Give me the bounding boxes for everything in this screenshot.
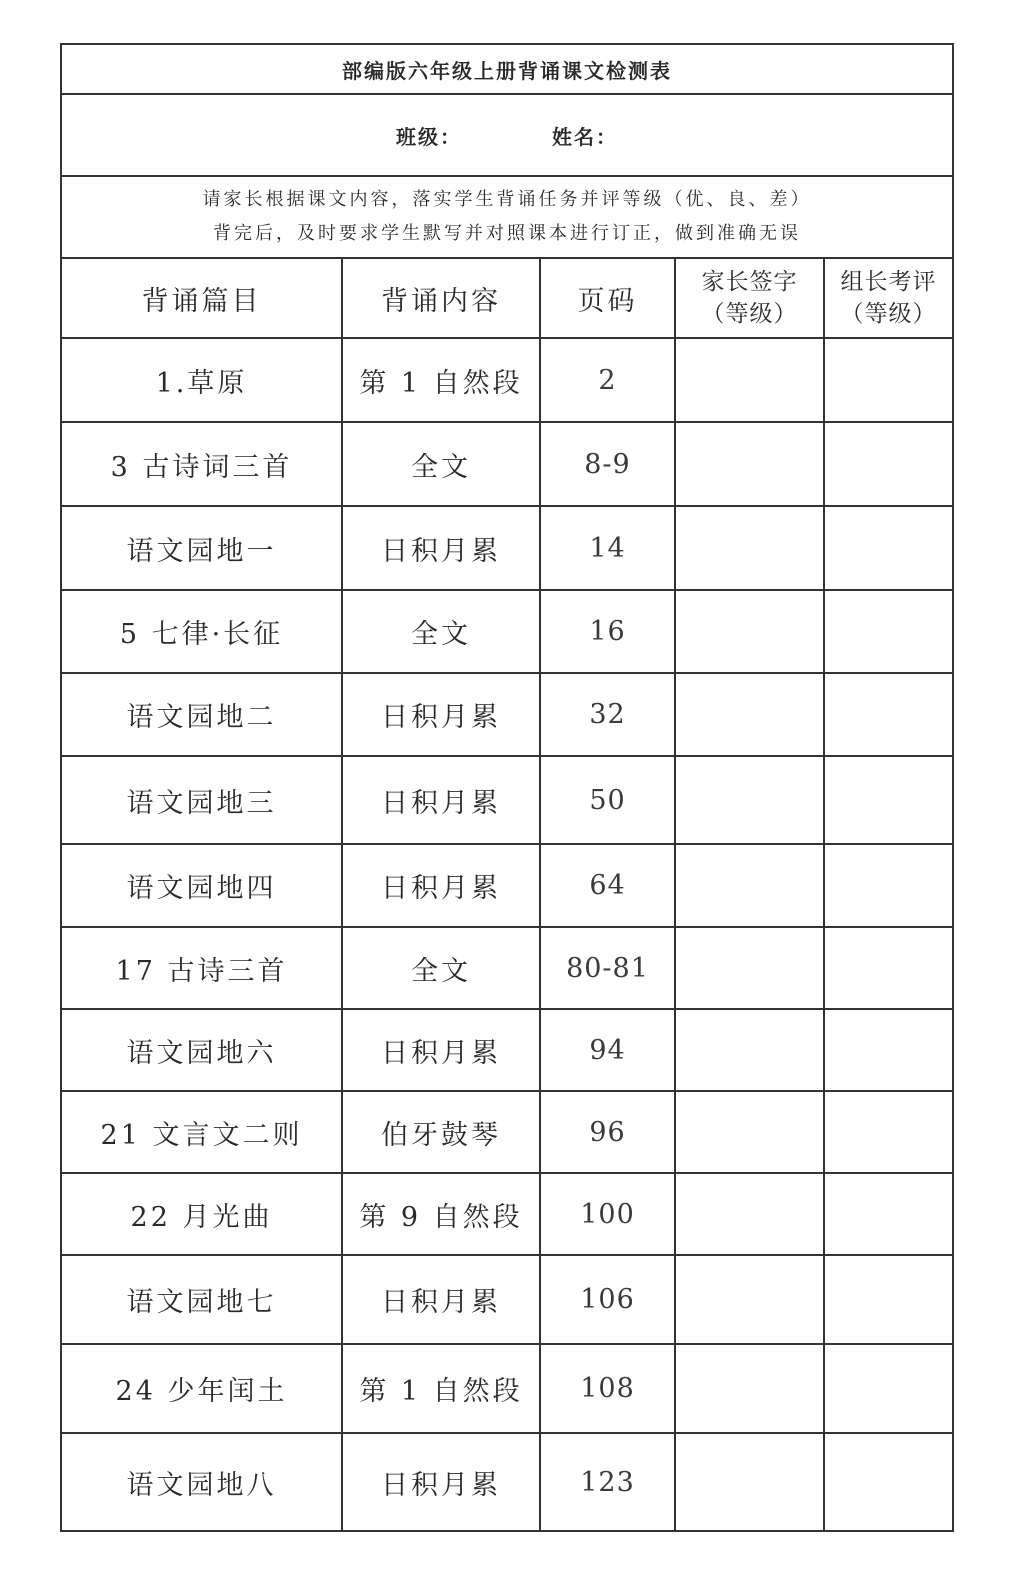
row-leader-evaluation[interactable] xyxy=(824,1009,952,1091)
row-parent-signature[interactable] xyxy=(675,756,824,844)
table-row xyxy=(62,927,952,1009)
instruction-line: 请家长根据课文内容，落实学生背诵任务并评等级（优、良、差） xyxy=(202,189,812,210)
row-title: 1.草原 xyxy=(62,338,342,422)
table-row xyxy=(62,844,952,927)
recitation-table xyxy=(62,259,952,1530)
row-page: 16 xyxy=(540,590,675,673)
row-parent-signature[interactable] xyxy=(675,590,824,673)
row-leader-evaluation[interactable] xyxy=(824,673,952,756)
row-leader-evaluation[interactable] xyxy=(824,1255,952,1344)
table-row xyxy=(62,1344,952,1433)
row-leader-evaluation[interactable] xyxy=(824,1433,952,1530)
recitation-check-sheet xyxy=(60,43,954,1532)
row-content: 全文 xyxy=(342,590,540,673)
table-row xyxy=(62,506,952,590)
instructions xyxy=(62,177,952,259)
row-parent-signature[interactable] xyxy=(675,927,824,1009)
sheet-title: 部编版六年级上册背诵课文检测表 xyxy=(62,45,952,95)
row-title: 21 文言文二则 xyxy=(62,1091,342,1173)
table-row xyxy=(62,1255,952,1344)
table-row xyxy=(62,1009,952,1091)
header-parent-signature: 家长签字 （等级） xyxy=(675,259,824,338)
row-page: 14 xyxy=(540,506,675,590)
table-row xyxy=(62,1173,952,1255)
row-content: 日积月累 xyxy=(342,673,540,756)
table-row xyxy=(62,590,952,673)
row-page: 94 xyxy=(540,1009,675,1091)
row-content: 第 1 自然段 xyxy=(342,338,540,422)
row-content: 第 9 自然段 xyxy=(342,1173,540,1255)
row-page: 32 xyxy=(540,673,675,756)
row-leader-evaluation[interactable] xyxy=(824,927,952,1009)
row-parent-signature[interactable] xyxy=(675,338,824,422)
class-label: 班级： xyxy=(396,124,462,149)
row-leader-evaluation[interactable] xyxy=(824,1091,952,1173)
row-title: 语文园地七 xyxy=(62,1255,342,1344)
header-leader-evaluation: 组长考评 （等级） xyxy=(824,259,952,338)
row-leader-evaluation[interactable] xyxy=(824,844,952,927)
row-title: 语文园地一 xyxy=(62,506,342,590)
row-content: 日积月累 xyxy=(342,1009,540,1091)
table-row xyxy=(62,1433,952,1530)
row-page: 123 xyxy=(540,1433,675,1530)
header-page: 页码 xyxy=(540,259,675,338)
row-leader-evaluation[interactable] xyxy=(824,1344,952,1433)
table-body xyxy=(62,338,952,1530)
row-title: 语文园地四 xyxy=(62,844,342,927)
row-content: 日积月累 xyxy=(342,756,540,844)
table-row xyxy=(62,338,952,422)
row-title: 22 月光曲 xyxy=(62,1173,342,1255)
row-parent-signature[interactable] xyxy=(675,673,824,756)
table-row xyxy=(62,673,952,756)
row-page: 106 xyxy=(540,1255,675,1344)
header-title: 背诵篇目 xyxy=(62,259,342,338)
row-title: 24 少年闰土 xyxy=(62,1344,342,1433)
row-parent-signature[interactable] xyxy=(675,1344,824,1433)
row-page: 50 xyxy=(540,756,675,844)
row-page: 2 xyxy=(540,338,675,422)
row-parent-signature[interactable] xyxy=(675,1255,824,1344)
row-parent-signature[interactable] xyxy=(675,422,824,506)
row-page: 100 xyxy=(540,1173,675,1255)
table-row xyxy=(62,756,952,844)
row-title: 语文园地六 xyxy=(62,1009,342,1091)
row-page: 108 xyxy=(540,1344,675,1433)
name-label: 姓名： xyxy=(552,124,618,149)
row-leader-evaluation[interactable] xyxy=(824,422,952,506)
row-content: 第 1 自然段 xyxy=(342,1344,540,1433)
row-leader-evaluation[interactable] xyxy=(824,590,952,673)
row-leader-evaluation[interactable] xyxy=(824,506,952,590)
row-title: 语文园地二 xyxy=(62,673,342,756)
row-content: 伯牙鼓琴 xyxy=(342,1091,540,1173)
row-page: 64 xyxy=(540,844,675,927)
row-title: 语文园地三 xyxy=(62,756,342,844)
table-row xyxy=(62,422,952,506)
row-page: 96 xyxy=(540,1091,675,1173)
row-leader-evaluation[interactable] xyxy=(824,338,952,422)
row-parent-signature[interactable] xyxy=(675,1009,824,1091)
instruction-line: 背完后，及时要求学生默写并对照课本进行订正，做到准确无误 xyxy=(213,223,801,244)
row-title: 3 古诗词三首 xyxy=(62,422,342,506)
header-content: 背诵内容 xyxy=(342,259,540,338)
row-content: 全文 xyxy=(342,927,540,1009)
row-content: 全文 xyxy=(342,422,540,506)
row-leader-evaluation[interactable] xyxy=(824,1173,952,1255)
row-content: 日积月累 xyxy=(342,1255,540,1344)
row-parent-signature[interactable] xyxy=(675,1433,824,1530)
table-header-row xyxy=(62,259,952,338)
row-content: 日积月累 xyxy=(342,506,540,590)
row-title: 17 古诗三首 xyxy=(62,927,342,1009)
row-page: 8-9 xyxy=(540,422,675,506)
row-parent-signature[interactable] xyxy=(675,506,824,590)
row-page: 80-81 xyxy=(540,927,675,1009)
row-parent-signature[interactable] xyxy=(675,844,824,927)
student-info-row xyxy=(62,95,952,177)
row-parent-signature[interactable] xyxy=(675,1091,824,1173)
row-content: 日积月累 xyxy=(342,1433,540,1530)
row-content: 日积月累 xyxy=(342,844,540,927)
row-title: 5 七律·长征 xyxy=(62,590,342,673)
table-row xyxy=(62,1091,952,1173)
row-leader-evaluation[interactable] xyxy=(824,756,952,844)
row-parent-signature[interactable] xyxy=(675,1173,824,1255)
row-title: 语文园地八 xyxy=(62,1433,342,1530)
